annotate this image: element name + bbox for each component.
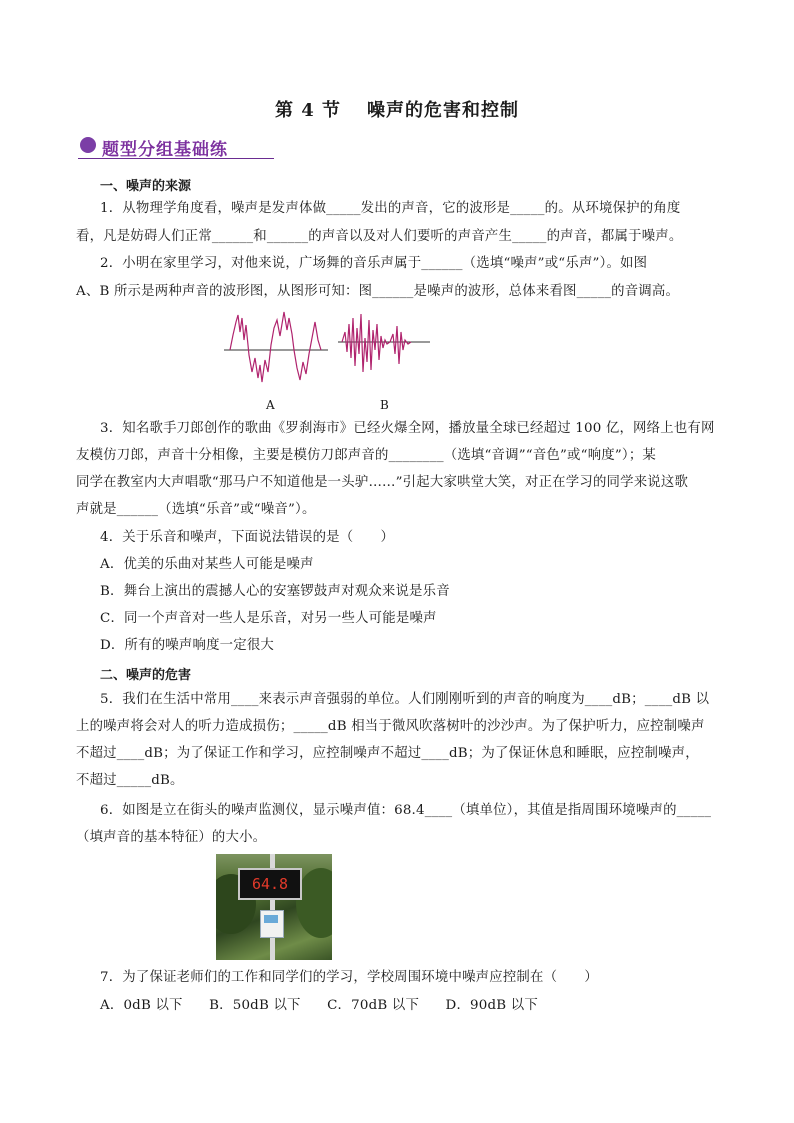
q5-line-2: 上的噪声将会对人的听力造成损伤；_____dB 相当于微风吹落树叶的沙沙声。为了保护听力，应控制噪声 <box>76 719 705 734</box>
waveform-a-curve <box>230 312 321 382</box>
q5-line-3: 不超过____dB；为了保证工作和学习，应控制噪声不超过____dB；为了保证休息和睡眠，应控制噪声， <box>76 746 699 761</box>
q1-line-1: 1．从物理学角度看，噪声是发声体做_____发出的声音，它的波形是_____的。从环境保护的角度 <box>100 201 681 216</box>
q4-option-c[interactable]: C．同一个声音对一些人是乐音，对另一些人可能是噪声 <box>100 611 437 626</box>
page-title <box>0 96 794 122</box>
waveform-b-curve <box>342 314 411 372</box>
q7-options <box>100 996 720 1016</box>
q5-line-1: 5．我们在生活中常用____来表示声音强弱的单位。人们刚刚听到的声音的响度为____dB；____dB 以 <box>100 692 710 707</box>
monitor-display: 64.8 <box>238 868 302 900</box>
q7-option-a[interactable]: A．0dB 以下 <box>100 998 183 1013</box>
subheading-noise-source: 一、噪声的来源 <box>100 179 192 194</box>
q6-line-1: 6．如图是立在街头的噪声监测仪，显示噪声值：68.4____（填单位），其值是指周围环境噪声的_____ <box>100 803 712 818</box>
q4-stem: 4．关于乐音和噪声，下面说法错误的是（ ） <box>100 530 395 545</box>
figure-caption-b: B <box>380 398 389 412</box>
q7-option-c[interactable]: C．70dB 以下 <box>327 998 420 1013</box>
q1-line-2: 看，凡是妨碍人们正常______和______的声音以及对人们要听的声音产生_____的声音，都属于噪声。 <box>76 229 683 244</box>
q3-line-3: 同学在教室内大声唱歌“那马户不知道他是一头驴……”引起大家哄堂大笑，对正在学习的同学来说这歌 <box>76 475 689 490</box>
q3-line-2: 友模仿刀郎，声音十分相像，主要是模仿刀郎声音的________（选填“音调”“音色”或“响度”）；某 <box>76 448 656 463</box>
waveform-figure <box>224 310 434 396</box>
q2-line-2: A、B 所示是两种声音的波形图，从图形可知：图______是噪声的波形，总体来看图_____的音调高。 <box>76 284 680 299</box>
q6-line-2: （填声音的基本特征）的大小。 <box>76 830 267 845</box>
section-title: 噪声的危害和控制 <box>367 100 520 121</box>
bullet-dot-icon <box>80 137 96 153</box>
q5-line-4: 不超过_____dB。 <box>76 773 184 788</box>
q3-line-4: 声就是______（选填“乐音”或“噪音”）。 <box>76 502 316 517</box>
q4-option-a[interactable]: A．优美的乐曲对某些人可能是噪声 <box>100 557 314 572</box>
figure-caption-a: A <box>266 398 275 412</box>
subheading-noise-harm: 二、噪声的危害 <box>100 668 192 683</box>
q3-line-1: 3．知名歌手刀郎创作的歌曲《罗刹海市》已经火爆全网，播放量全球已经超过 100 亿，网络上也有网 <box>100 421 715 436</box>
q4-option-b[interactable]: B．舞台上演出的震撼人心的安塞锣鼓声对观众来说是乐音 <box>100 584 450 599</box>
q4-option-d[interactable]: D．所有的噪声响度一定很大 <box>100 638 275 653</box>
noise-monitor-photo <box>216 854 332 960</box>
practice-section-label: 题型分组基础练 <box>102 140 228 160</box>
q7-option-d[interactable]: D．90dB 以下 <box>445 998 538 1013</box>
q7-stem: 7．为了保证老师们的工作和同学们的学习，学校周围环境中噪声应控制在（ ） <box>100 970 598 985</box>
practice-section-header <box>78 134 274 159</box>
section-number: 第 4 节 <box>274 100 342 121</box>
monitor-sign-icon <box>260 910 284 938</box>
q7-option-b[interactable]: B．50dB 以下 <box>209 998 301 1013</box>
q2-line-1: 2．小明在家里学习，对他来说，广场舞的音乐声属于______（选填“噪声”或“乐声”）。如图 <box>100 256 648 271</box>
